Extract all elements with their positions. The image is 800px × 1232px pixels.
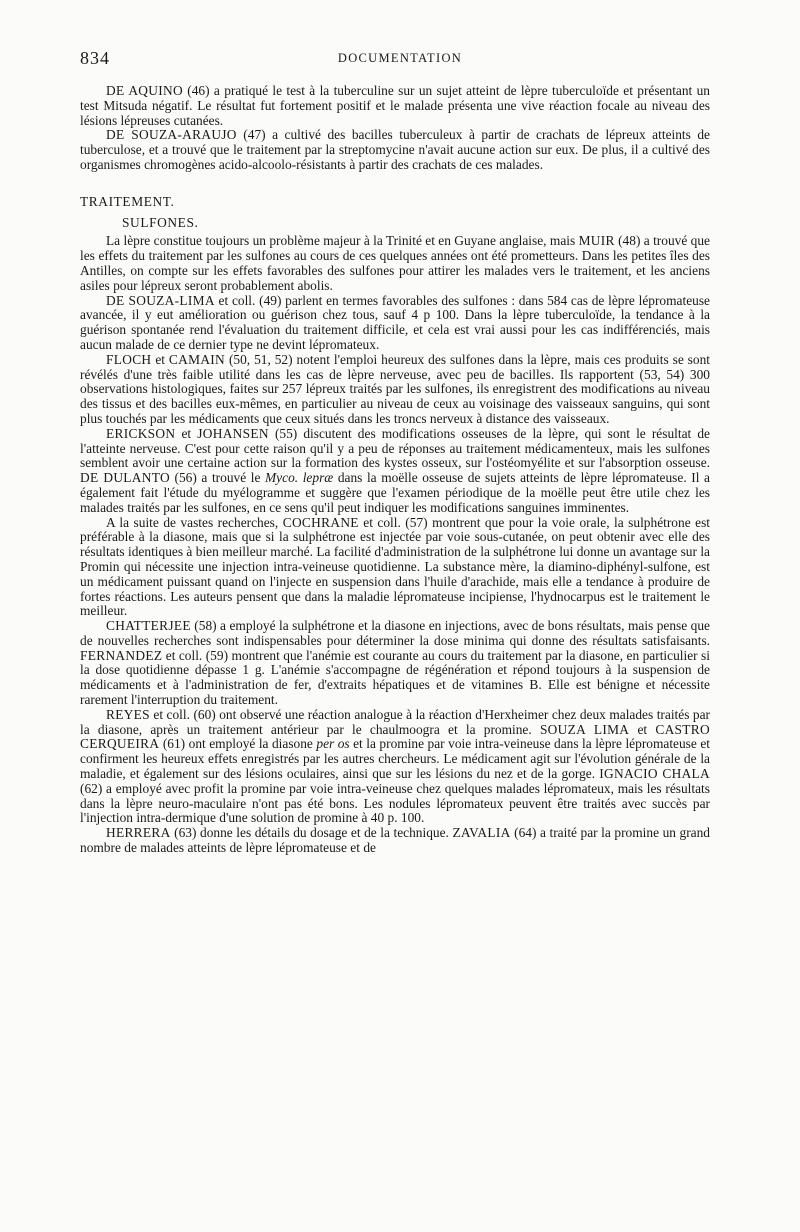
paragraph-text: et: [151, 351, 169, 367]
author-name: ZAVALIA: [452, 825, 511, 841]
author-name: REYES: [106, 706, 150, 722]
paragraph-herrera: [80, 826, 710, 856]
paragraph-text: (48) a trouvé que les effets du traitement par les sulfones au cours de ces quelques années ont été prometteurs. Dans les petites îles des Antilles, on compte sur les effets favorables des sulfones pour attirer les malades vers le traitement, et les anciens asiles pour lépreux seront probablement abolis.: [80, 233, 710, 293]
paragraph-text: (62) a employé avec profit la promine par voie intra-veineuse chez quelques malades lépromateux, mais les résultats dans la lèpre neuro-maculaire n'ont pas été bons. Les nodules lépromateux peuvent être traités avec succès par l'injection intra-dermique d'une solution de promine à 40 p. 100.: [80, 780, 710, 826]
paragraph-reyes: [80, 708, 710, 826]
paragraph-text: (47) a cultivé des bacilles tuberculeux à partir de crachats de lépreux atteints de tuberculose, et a trouvé que le traitement par la streptomycine n'avait aucune action sur eux. De plus, il a cultivé des organismes chromogènes acido-alcoolo-résistants à partir des crachats de ces malades.: [80, 127, 710, 172]
article-body: [80, 84, 710, 856]
paragraph-text: et: [175, 425, 198, 441]
paragraph-de-souza-araujo: [80, 128, 710, 172]
section-heading-traitement: TRAITEMENT.: [80, 193, 175, 209]
author-name: DE AQUINO: [106, 83, 183, 98]
author-name: ERICKSON: [106, 425, 176, 441]
paragraph-text: et coll. (60) ont observé une réaction analogue à la réaction d'Herxheimer chez deux malades traités par la diasone, après un traitement antérieur par le chaulmoogra et la promine.: [80, 706, 710, 737]
paragraph-text: (55) discutent des modifications osseuses de la lèpre, qui sont le résultat de l'atteinte nerveuse. C'est pour cette raison qu'il y a peu de réponses au traitement médicamenteux, mais les sulfones semblent avoir une certaine action sur la formation des kystes osseux, sur l'ostéomyélite et sur l'absorption osseuse.: [80, 425, 711, 471]
author-name: CHATTERJEE: [106, 618, 191, 634]
author-name: FERNANDEZ: [80, 647, 163, 663]
paragraph-text: (46) a pratiqué le test à la tuberculine sur un sujet atteint de lèpre tuberculoïde et présentant un test Mitsuda négatif. Le résultat fut fortement positif et le malade présenta une vive réaction focale au niveau des lésions lépreuses cutanées.: [80, 83, 710, 128]
author-name: MUIR: [578, 233, 615, 249]
organism-name: Myco. lepræ: [265, 470, 334, 486]
paragraph-text: et coll. (59) montrent que l'anémie est courante au cours du traitement par la diasone, en particulier si la dose quotidienne dépasse 1 g. L'anémie s'accompagne de régénération et répond toujours à la suspension de médicaments et à l'administration de fer, d'extraits hépatiques et de vitamines B. Elle est bénigne et nécessite rarement l'interruption du traitement.: [80, 647, 710, 708]
paragraph-text: (63) donne les détails du dosage et de la technique.: [170, 825, 453, 841]
paragraph-text: (56) a trouvé le: [169, 470, 266, 486]
paragraph-text: (64) a traité par la promine un grand nombre de malades atteints de lèpre lépromateuse et de: [80, 825, 710, 856]
author-name: DE SOUZA-ARAUJO: [106, 127, 237, 143]
author-name: JOHANSEN: [197, 425, 269, 441]
paragraph-floch-camain: [80, 353, 710, 427]
author-name: SOUZA LIMA: [539, 721, 630, 737]
paragraph-text: (50, 51, 52) notent l'emploi heureux des sulfones dans la lèpre, mais ces produits se sont révélés d'une très faible utilité dans les cas de lèpre nerveuse, avec peu de bacilles. Ils rapportent (53, 54) 300 observations histologiques, faites sur 257 lépreux traités par les sulfones, ils enregistrent des modifications au niveau des tissus et des bacilles eux-mêmes, en particulier au niveau de ceux au voisinage des vaisseaux sanguins, qui sont plus touchés par les médicaments que ceux situés dans les troncs nerveux à distance des vaisseaux.: [80, 351, 711, 426]
paragraph-erickson-johansen: [80, 427, 710, 516]
author-name: CAMAIN: [168, 351, 226, 367]
paragraph-text: et coll. (49) parlent en termes favorables des sulfones : dans 584 cas de lèpre lépromateuse avancée, il y eut amélioration ou guérison chez tous, sauf 4 p 100. Dans la lèpre tuberculoïde, la tendance à la guérison spontanée rend l'évaluation du traitement difficile, et cela est vrai aussi pour les cas indifférenciés, mais aucun malade de ce dernier type ne devint lépromateux.: [80, 292, 710, 352]
paragraph-muir: [80, 234, 710, 293]
paragraph-text: et coll. (57) montrent que pour la voie orale, la sulphétrone est préférable à la diasone, mais que si la sulphétrone est injectée par voie sous-cutanée, on peut obtenir avec elle des résultats identiques à bien meilleur marché. La facilité d'administration de la sulphétrone lui donne un avantage sur la Promin qui nécessite une injection intra-veineuse quotidienne. La substance mère, la diamino-diphényl-sulfone, est un médicament puissant quand on l'injecte en suspension dans l'huile d'arachide, mais elle a tendance à produire de fortes réactions. Les auteurs pensent que dans la maladie lépromateuse incipiense, l'hydnocarpus est le traitement le meilleur.: [80, 514, 711, 619]
author-name: DE SOUZA-LIMA: [106, 292, 215, 308]
author-name: CASTRO CERQUEIRA: [80, 721, 710, 752]
paragraph-cochrane: [80, 516, 710, 620]
paragraph-text: A la suite de vastes recherches,: [106, 514, 283, 530]
page-header: [80, 48, 720, 72]
paragraph-de-aquino: [80, 84, 710, 128]
latin-term: per os: [316, 736, 350, 752]
paragraph-text: dans la moëlle osseuse de sujets atteints de lèpre lépromateuse. Il a également fait l'étude du myélogramme et suggère que l'examen périodique de la moëlle peut être utile chez les malades traités par les sulfones, en ce sens qu'il peut indiquer les modifications sanguines imminentes.: [80, 470, 710, 515]
subsection-heading-sulfones: SULFONES.: [122, 214, 199, 230]
paragraph-chatterjee: [80, 619, 710, 708]
author-name: IGNACIO CHALA: [599, 766, 710, 782]
running-title: DOCUMENTATION: [337, 51, 463, 65]
paragraph-de-souza-lima: [80, 294, 710, 353]
page-number: 834: [80, 48, 110, 68]
paragraph-text: et: [629, 721, 656, 737]
author-name: HERRERA: [106, 825, 171, 841]
paragraph-text: (58) a employé la sulphétrone et la diasone en injections, avec de bons résultats, mais pense que de nouvelles recherches sont indispensables pour déterminer la dose minima qui donne des résultats satisfaisants.: [80, 618, 710, 648]
author-name: DE DULANTO: [80, 470, 170, 486]
author-name: FLOCH: [106, 351, 152, 367]
paragraph-text: (61) ont employé la diasone: [159, 736, 317, 752]
paragraph-text: et la promine par voie intra-veineuse dans la lèpre lépromateuse et confirment les heureux effets enregistrés par les autres chercheurs. Le médicament agit sur l'évolution générale de la maladie, et également sur des lésions oculaires, ainsi que sur les lésions du nez et de la gorge.: [80, 736, 710, 782]
paragraph-text: La lèpre constitue toujours un problème majeur à la Trinité et en Guyane anglaise, mais: [106, 233, 579, 249]
author-name: COCHRANE: [282, 514, 359, 530]
